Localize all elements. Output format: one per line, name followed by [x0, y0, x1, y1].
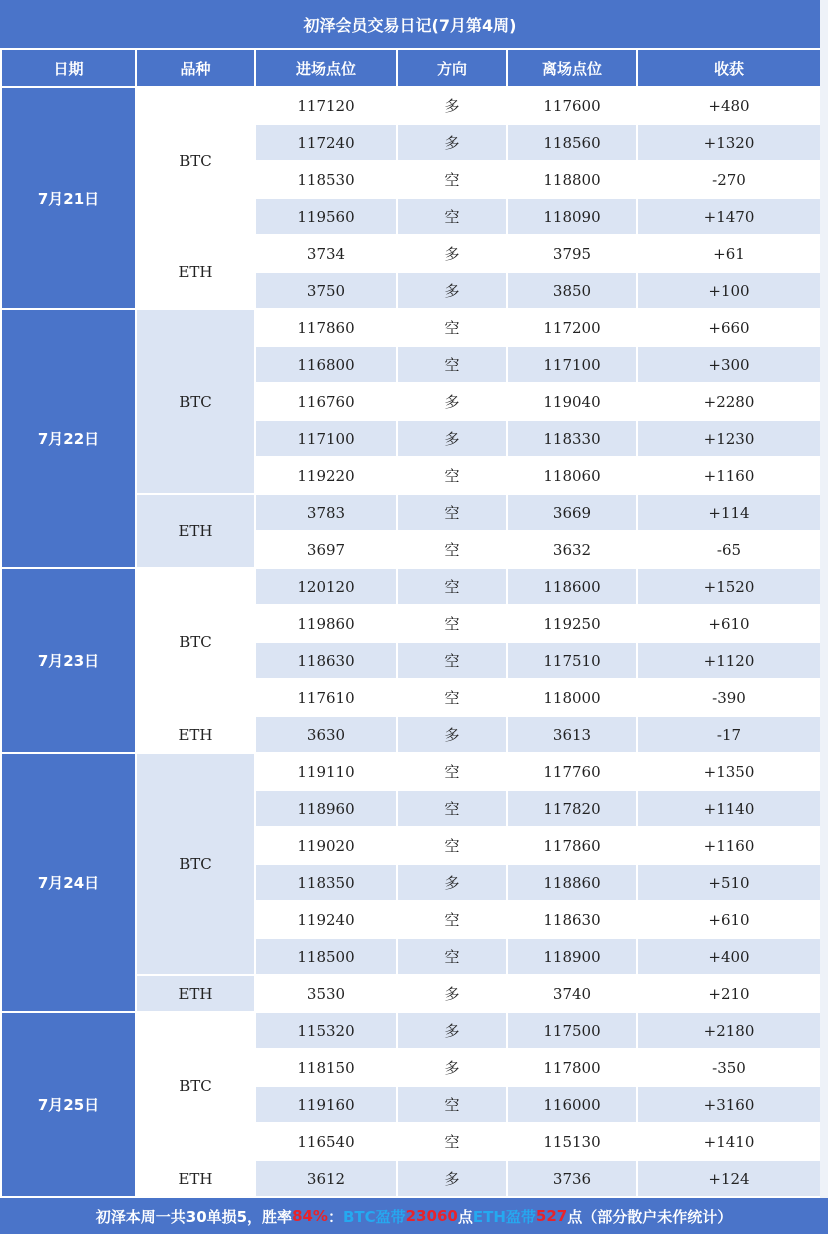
profit-cell: -390 [637, 679, 821, 716]
exit-price-cell: 3669 [507, 494, 637, 531]
table-row [1, 87, 821, 124]
header-profit: 收获 [637, 49, 821, 87]
direction-cell: 空 [397, 901, 507, 938]
date-cell: 7月22日 [1, 309, 136, 568]
exit-price-cell: 118600 [507, 568, 637, 605]
exit-price-cell: 116000 [507, 1086, 637, 1123]
profit-cell: +3160 [637, 1086, 821, 1123]
direction-cell: 空 [397, 605, 507, 642]
exit-price-cell: 117500 [507, 1012, 637, 1049]
direction-cell: 空 [397, 198, 507, 235]
footer-win-rate: 84% [292, 1207, 328, 1225]
summary-footer [0, 1198, 828, 1234]
entry-price-cell: 3530 [255, 975, 397, 1012]
direction-cell: 多 [397, 235, 507, 272]
direction-cell: 多 [397, 1160, 507, 1197]
direction-cell: 空 [397, 1123, 507, 1160]
exit-price-cell: 117100 [507, 346, 637, 383]
symbol-cell: ETH [136, 1160, 255, 1197]
entry-price-cell: 116760 [255, 383, 397, 420]
entry-price-cell: 117100 [255, 420, 397, 457]
trade-journal-table [0, 48, 822, 1198]
exit-price-cell: 117510 [507, 642, 637, 679]
profit-cell: +1350 [637, 753, 821, 790]
direction-cell: 空 [397, 161, 507, 198]
symbol-cell: ETH [136, 494, 255, 568]
direction-cell: 空 [397, 790, 507, 827]
profit-cell: +2180 [637, 1012, 821, 1049]
profit-cell: -17 [637, 716, 821, 753]
exit-price-cell: 119250 [507, 605, 637, 642]
profit-cell: +1160 [637, 457, 821, 494]
entry-price-cell: 119560 [255, 198, 397, 235]
profit-cell: +660 [637, 309, 821, 346]
profit-cell: +124 [637, 1160, 821, 1197]
direction-cell: 空 [397, 642, 507, 679]
exit-price-cell: 118560 [507, 124, 637, 161]
direction-cell: 多 [397, 383, 507, 420]
entry-price-cell: 118960 [255, 790, 397, 827]
header-symbol: 品种 [136, 49, 255, 87]
exit-price-cell: 3613 [507, 716, 637, 753]
direction-cell: 多 [397, 1012, 507, 1049]
exit-price-cell: 3632 [507, 531, 637, 568]
entry-price-cell: 119860 [255, 605, 397, 642]
exit-price-cell: 118800 [507, 161, 637, 198]
entry-price-cell: 117860 [255, 309, 397, 346]
entry-price-cell: 3734 [255, 235, 397, 272]
direction-cell: 空 [397, 346, 507, 383]
entry-price-cell: 3750 [255, 272, 397, 309]
exit-price-cell: 118060 [507, 457, 637, 494]
date-cell: 7月24日 [1, 753, 136, 1012]
table-body [1, 87, 821, 1197]
profit-cell: +2280 [637, 383, 821, 420]
footer-separator: ： [327, 1207, 343, 1226]
table-header-row [1, 49, 821, 87]
entry-price-cell: 115320 [255, 1012, 397, 1049]
exit-price-cell: 117760 [507, 753, 637, 790]
header-exit: 离场点位 [507, 49, 637, 87]
footer-eth-label: ETH盈带 [472, 1207, 536, 1226]
profit-cell: +1160 [637, 827, 821, 864]
direction-cell: 多 [397, 1049, 507, 1086]
direction-cell: 空 [397, 309, 507, 346]
table-row [1, 568, 821, 605]
entry-price-cell: 118150 [255, 1049, 397, 1086]
profit-cell: +1120 [637, 642, 821, 679]
direction-cell: 多 [397, 87, 507, 124]
symbol-cell: ETH [136, 235, 255, 309]
exit-price-cell: 118900 [507, 938, 637, 975]
profit-cell: +114 [637, 494, 821, 531]
direction-cell: 多 [397, 420, 507, 457]
entry-price-cell: 119110 [255, 753, 397, 790]
direction-cell: 空 [397, 753, 507, 790]
entry-price-cell: 118530 [255, 161, 397, 198]
direction-cell: 空 [397, 1086, 507, 1123]
entry-price-cell: 116540 [255, 1123, 397, 1160]
profit-cell: +480 [637, 87, 821, 124]
date-cell: 7月23日 [1, 568, 136, 753]
entry-price-cell: 119220 [255, 457, 397, 494]
header-direction: 方向 [397, 49, 507, 87]
exit-price-cell: 118000 [507, 679, 637, 716]
profit-cell: +210 [637, 975, 821, 1012]
exit-price-cell: 118630 [507, 901, 637, 938]
header-date: 日期 [1, 49, 136, 87]
footer-btc-label: BTC盈带 [342, 1207, 406, 1226]
profit-cell: -350 [637, 1049, 821, 1086]
exit-price-cell: 3736 [507, 1160, 637, 1197]
entry-price-cell: 118630 [255, 642, 397, 679]
entry-price-cell: 117610 [255, 679, 397, 716]
profit-cell: -65 [637, 531, 821, 568]
exit-price-cell: 118860 [507, 864, 637, 901]
entry-price-cell: 118350 [255, 864, 397, 901]
profit-cell: +1520 [637, 568, 821, 605]
table-row [1, 1012, 821, 1049]
symbol-cell: ETH [136, 716, 255, 753]
footer-points-unit: 点 [457, 1207, 473, 1226]
entry-price-cell: 3783 [255, 494, 397, 531]
symbol-cell: ETH [136, 975, 255, 1012]
direction-cell: 空 [397, 938, 507, 975]
symbol-cell: BTC [136, 753, 255, 975]
entry-price-cell: 116800 [255, 346, 397, 383]
entry-price-cell: 119240 [255, 901, 397, 938]
profit-cell: +1410 [637, 1123, 821, 1160]
direction-cell: 多 [397, 864, 507, 901]
profit-cell: +610 [637, 605, 821, 642]
direction-cell: 多 [397, 272, 507, 309]
profit-cell: -270 [637, 161, 821, 198]
symbol-cell: BTC [136, 568, 255, 716]
exit-price-cell: 117800 [507, 1049, 637, 1086]
exit-price-cell: 118090 [507, 198, 637, 235]
exit-price-cell: 119040 [507, 383, 637, 420]
profit-cell: +300 [637, 346, 821, 383]
profit-cell: +1230 [637, 420, 821, 457]
symbol-cell: BTC [136, 87, 255, 235]
exit-price-cell: 117860 [507, 827, 637, 864]
footer-text-end: 点（部分散户未作统计） [567, 1207, 733, 1226]
exit-price-cell: 3740 [507, 975, 637, 1012]
exit-price-cell: 3795 [507, 235, 637, 272]
profit-cell: +1320 [637, 124, 821, 161]
direction-cell: 空 [397, 457, 507, 494]
profit-cell: +100 [637, 272, 821, 309]
table-row [1, 309, 821, 346]
profit-cell: +400 [637, 938, 821, 975]
entry-price-cell: 117240 [255, 124, 397, 161]
exit-price-cell: 115130 [507, 1123, 637, 1160]
direction-cell: 多 [397, 975, 507, 1012]
profit-cell: +510 [637, 864, 821, 901]
entry-price-cell: 3612 [255, 1160, 397, 1197]
header-entry: 进场点位 [255, 49, 397, 87]
exit-price-cell: 117200 [507, 309, 637, 346]
date-cell: 7月25日 [1, 1012, 136, 1197]
entry-price-cell: 118500 [255, 938, 397, 975]
symbol-cell: BTC [136, 309, 255, 494]
side-stripe [820, 0, 828, 1198]
direction-cell: 空 [397, 494, 507, 531]
direction-cell: 空 [397, 531, 507, 568]
footer-text-start: 初泽本周一共30单损5，胜率 [95, 1207, 293, 1226]
entry-price-cell: 3697 [255, 531, 397, 568]
exit-price-cell: 3850 [507, 272, 637, 309]
date-cell: 7月21日 [1, 87, 136, 309]
symbol-cell: BTC [136, 1012, 255, 1160]
footer-btc-points: 23060 [405, 1207, 458, 1225]
exit-price-cell: 117600 [507, 87, 637, 124]
direction-cell: 空 [397, 568, 507, 605]
direction-cell: 空 [397, 827, 507, 864]
exit-price-cell: 118330 [507, 420, 637, 457]
profit-cell: +1140 [637, 790, 821, 827]
profit-cell: +61 [637, 235, 821, 272]
direction-cell: 多 [397, 716, 507, 753]
entry-price-cell: 3630 [255, 716, 397, 753]
entry-price-cell: 119020 [255, 827, 397, 864]
entry-price-cell: 117120 [255, 87, 397, 124]
direction-cell: 空 [397, 679, 507, 716]
profit-cell: +1470 [637, 198, 821, 235]
footer-eth-points: 527 [535, 1207, 568, 1225]
table-title: 初泽会员交易日记(7月第4周) [0, 0, 820, 48]
entry-price-cell: 119160 [255, 1086, 397, 1123]
direction-cell: 多 [397, 124, 507, 161]
table-row [1, 753, 821, 790]
profit-cell: +610 [637, 901, 821, 938]
entry-price-cell: 120120 [255, 568, 397, 605]
exit-price-cell: 117820 [507, 790, 637, 827]
